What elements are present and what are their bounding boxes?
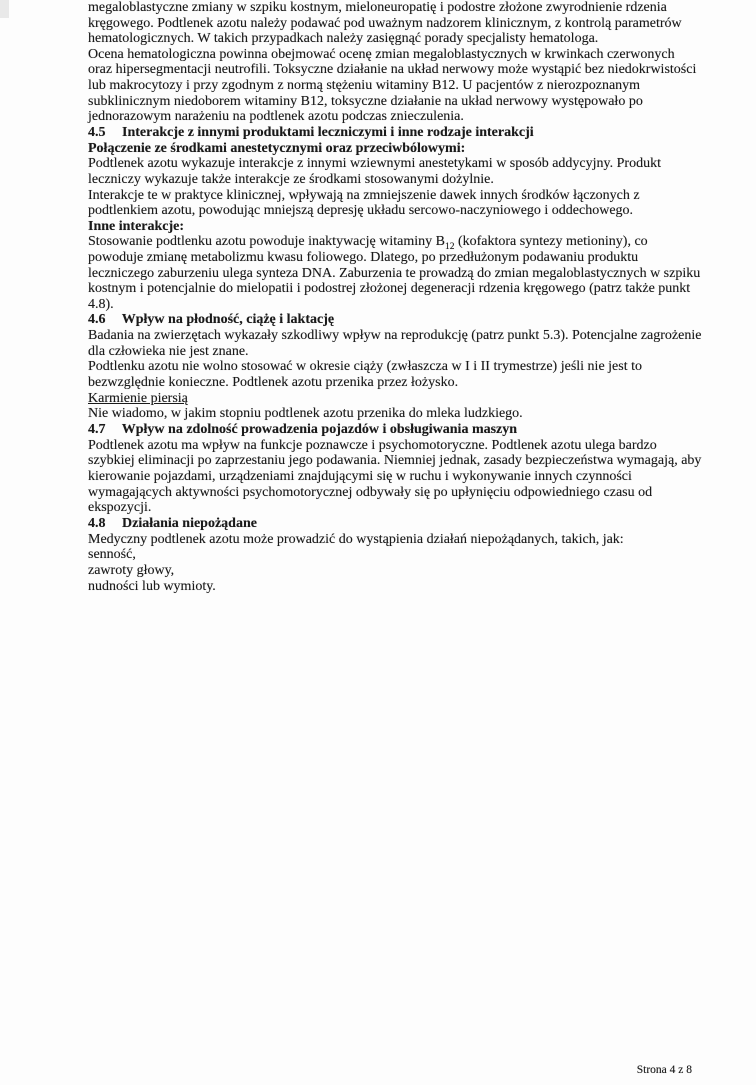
side-effect-nausea-vomiting: nudności lub wymioty. <box>88 578 216 594</box>
subheading-other-interactions: Inne interakcje: <box>88 218 185 234</box>
scan-corner-artifact <box>0 0 9 18</box>
b12-subscript: 12 <box>444 242 455 253</box>
page-content <box>88 0 702 594</box>
section-number-4-6: 4.6 <box>88 312 106 328</box>
paragraph-hematological-assessment: Ocena hematologiczna powinna obejmować ocenę zmian megaloblastycznych w krwinkach czerwonych oraz hipersegmentacji neutrofili. Toksyczne działanie na układ nerwowy może wystąpić bez niedokrwistości lub makrocytozy i przy zgodnym z normą stężeniu witaminy B12. U pacjentów z nierozpoznanym subklinicznym niedoborem witaminy B12, toksyczne działanie na układ nerwowy występowało po jednorazowym narażeniu na podtlenek azotu podczas znieczulenia. <box>88 46 697 125</box>
section-heading-4-5 <box>88 125 702 141</box>
side-effects-list <box>88 547 702 594</box>
b12-text-after: (kofaktora syntezy metioniny), co powoduje zmianę metabolizmu kwasu foliowego. Dlatego, po przedłużonym podawaniu produktu leczniczego zaburzeniu ulega synteza DNA. Zaburzenia te prowadzą do zmian megaloblastycznych w szpiku kostnym i potencjalnie do mielopatii i podostrej złożonej degeneracji rdzenia kręgowego (patrz także punkt 4.8). <box>88 234 701 312</box>
paragraph-megaloblastic-changes: megaloblastyczne zmiany w szpiku kostnym, mieloneuropatię i podostre złożone zwyrodnienie rdzenia kręgowego. Podtlenek azotu należy podawać pod uważnym nadzorem klinicznym, z kontrolą parametrów hematologicznych. W takich przypadkach należy zasięgnąć porady specjalisty hematologa. <box>88 0 682 47</box>
paragraph-b12-inactivation <box>88 234 702 312</box>
section-number-4-8: 4.8 <box>88 515 106 531</box>
paragraph-pregnancy: Podtlenku azotu nie wolno stosować w okresie ciąży (zwłaszcza w I i II trymestrze) jeśli nie jest to bezwzględnie konieczne. Podtlenek azotu przenika przez łożysko. <box>88 359 642 391</box>
section-number-4-5: 4.5 <box>88 124 106 140</box>
section-title-4-7: Wpływ na zdolność prowadzenia pojazdów i obsługiwania maszyn <box>121 421 518 437</box>
section-number-4-7: 4.7 <box>88 421 106 437</box>
subheading-breastfeeding: Karmienie piersią <box>88 390 188 406</box>
section-heading-4-6 <box>88 312 702 328</box>
subheading-anesthetics-analgesics: Połączenie ze środkami anestetycznymi oraz przeciwbólowymi: <box>88 140 466 156</box>
paragraph-breastfeeding: Nie wiadomo, w jakim stopniu podtlenek azotu przenika do mleka ludzkiego. <box>88 406 523 422</box>
section-title-4-6: Wpływ na płodność, ciążę i laktację <box>121 312 335 328</box>
section-heading-4-8 <box>88 516 702 532</box>
side-effect-somnolence: senność, <box>88 547 136 563</box>
paragraph-adverse-effects-lead: Medyczny podtlenek azotu może prowadzić do wystąpienia działań niepożądanych, takich, jak: <box>88 531 624 547</box>
paragraph-animal-studies: Badania na zwierzętach wykazały szkodliwy wpływ na reprodukcję (patrz punkt 5.3). Potencjalne zagrożenie dla człowieka nie jest znane. <box>88 328 702 359</box>
page-number: Strona 4 z 8 <box>636 1064 692 1076</box>
paragraph-driving-machines: Podtlenek azotu ma wpływ na funkcje poznawcze i psychomotoryczne. Podtlenek azotu ulega bardzo szybkiej eliminacji po zaprzestaniu jego podawania. Niemniej jednak, zasady bezpieczeństwa wymagają, aby kierowanie pojazdami, urządzeniami znajdującymi się w ruchu i wykonywanie innych czynności wymagających aktywności psychomotorycznej odbywały się po upłynięciu odpowiedniego czasu od ekspozycji. <box>88 437 702 516</box>
side-effect-dizziness: zawroty głowy, <box>88 563 175 578</box>
section-title-4-5: Interakcje z innymi produktami leczniczymi i inne rodzaje interakcji <box>122 124 534 140</box>
paragraph-anesthetic-interactions-2: Interakcje te w praktyce klinicznej, wpływają na zmniejszenie dawek innych środków łączonych z podtlenkiem azotu, powodując mniejszą depresję układu sercowo-naczyniowego i oddechowego. <box>88 187 640 219</box>
section-heading-4-7 <box>88 422 702 438</box>
paragraph-anesthetic-interactions-1: Podtlenek azotu wykazuje interakcje z innymi wziewnymi anestetykami w sposób addycyjny. Produkt leczniczy wykazuje także interakcje ze środkami stosowanymi dożylnie. <box>88 156 661 187</box>
b12-text-before: Stosowanie podtlenku azotu powoduje inaktywację witaminy B <box>88 234 445 250</box>
section-title-4-8: Działania niepożądane <box>122 515 257 531</box>
